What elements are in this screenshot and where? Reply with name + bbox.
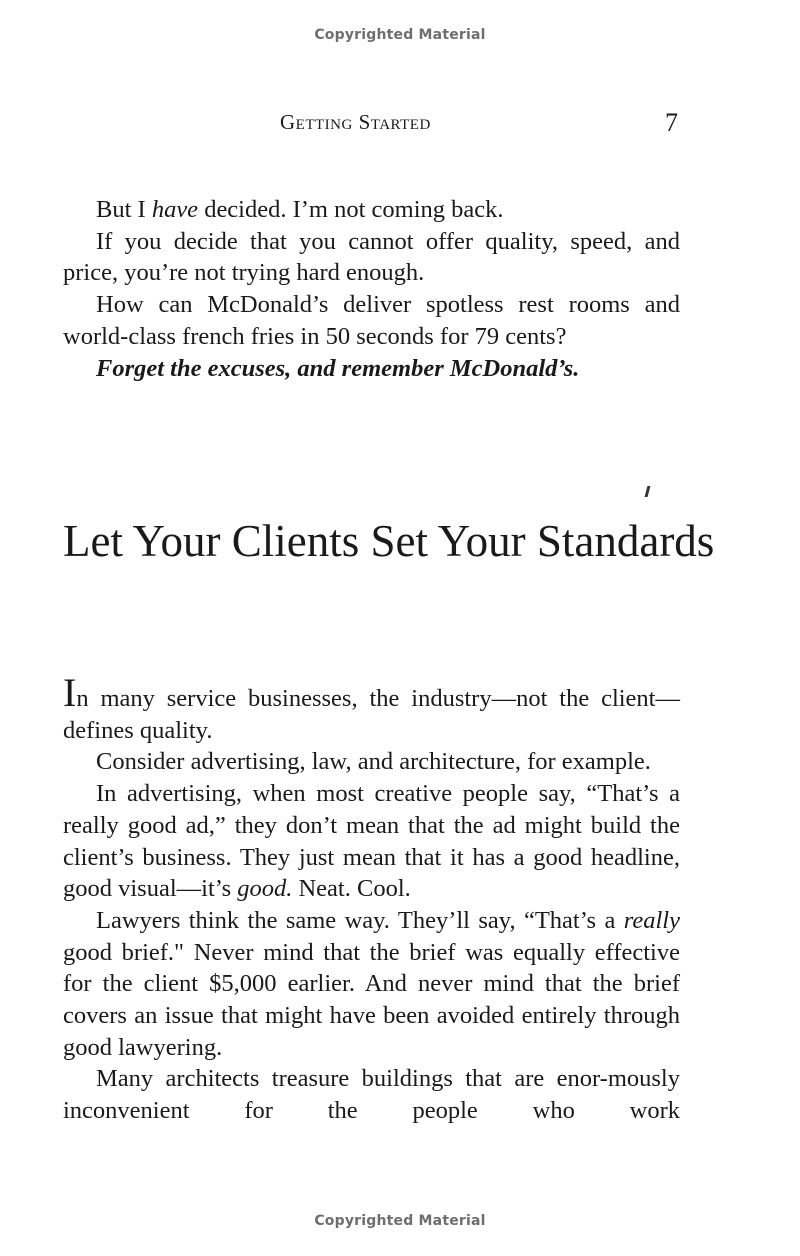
stray-ink-mark xyxy=(645,486,651,497)
copyright-watermark-top: Copyrighted Material xyxy=(314,27,486,43)
section-heading: Let Your Clients Set Your Standards xyxy=(63,516,715,566)
page-number: 7 xyxy=(665,108,678,137)
paragraph: Lawyers think the same way. They’ll say, “That’s a really good brief." Never mind that the brief was equally effective for the client $5,000 earlier. And never mind that the brief covers an issue that might have been avoided entirely through good lawyering. xyxy=(63,906,680,1061)
paragraph: In advertising, when most creative people say, “That’s a really good ad,” they don’t mean that the ad might build the client’s business. They just mean that it has a good headline, good visual—it’s good. Neat. Cool. xyxy=(63,780,680,903)
opening-paragraph: In many service businesses, the industry—not the client—defines quality. xyxy=(63,670,680,744)
paragraph: Consider advertising, law, and architecture, for example. xyxy=(96,748,651,776)
paragraph: But I have decided. I’m not coming back. xyxy=(96,196,504,223)
running-header xyxy=(0,108,800,138)
emphasis: have xyxy=(151,196,199,223)
paragraph: Many architects treasure buildings that are enor-mously inconvenient for the people who work xyxy=(63,1065,680,1125)
drop-cap: I xyxy=(63,670,77,715)
section-text-block xyxy=(63,670,680,1127)
emphasis: good. xyxy=(237,875,293,903)
emphasis: really xyxy=(623,906,680,934)
paragraph: How can McDonald’s deliver spotless rest rooms and world-class french fries in 50 seconds for 79 cents? xyxy=(63,291,680,350)
paragraph: If you decide that you cannot offer quality, speed, and price, you’re not trying hard enough. xyxy=(63,227,680,287)
copyright-watermark-bottom: Copyrighted Material xyxy=(314,1213,486,1229)
closing-line: Forget the excuses, and remember McDonald’s. xyxy=(96,354,580,382)
top-text-block xyxy=(63,194,680,384)
running-title: Getting Started xyxy=(280,110,431,134)
